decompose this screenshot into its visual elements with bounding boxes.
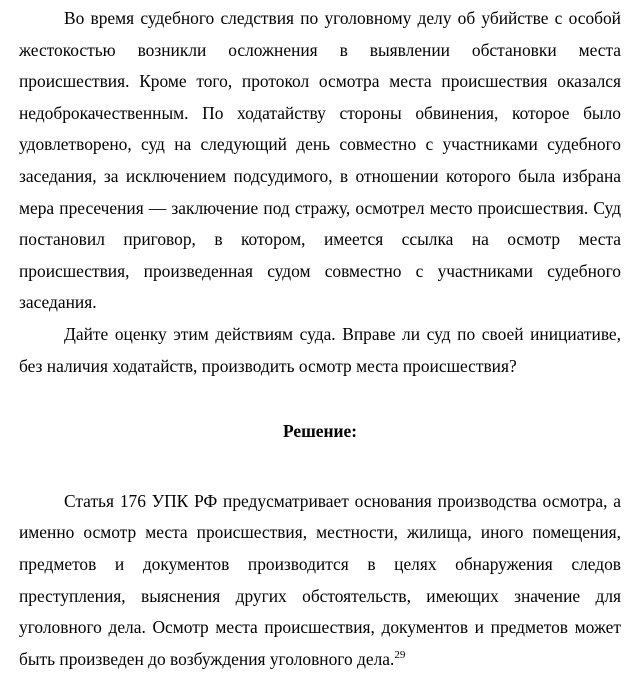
document-page xyxy=(19,3,621,675)
task-paragraph-2: Дайте оценку этим действиям суда. Вправе ли суд по своей инициативе, без наличия ходатайств, производить осмотр места происшествия? xyxy=(19,323,621,376)
solution-paragraph xyxy=(19,486,621,675)
solution-text: Статья 176 УПК РФ предусматривает основания производства осмотра, а именно осмотр места происшествия, местности, жилища, иного помещения, предметов и документов производится в целях обнаружения следов преступления, выяснения других обстоятельств, имеющих значение для уголовного дела. Осмотр места происшествия, документов и предметов может быть произведен до возбуждения уголовного дела. xyxy=(19,490,621,669)
solution-heading: Решение: xyxy=(282,421,358,442)
task-paragraph-1: Во время судебного следствия по уголовному делу об убийстве с особой жестокостью возникли осложнения в выявлении обстановки места происшествия. Кроме того, протокол осмотра места происшествия оказался недоброкачественным. По ходатайству стороны обвинения, которое было удовлетворено, суд на следующий день совместно с участниками судебного заседания, за исключением подсудимого, в отношении которого была избрана мера пресечения — заключение под стражу, осмотрел место происшествия. Суд постановил приговор, в котором, имеется ссылка на осмотр места происшествия, произведенная судом совместно с участниками судебного заседания. xyxy=(19,8,621,313)
footnote-reference[interactable]: 29 xyxy=(394,648,406,661)
